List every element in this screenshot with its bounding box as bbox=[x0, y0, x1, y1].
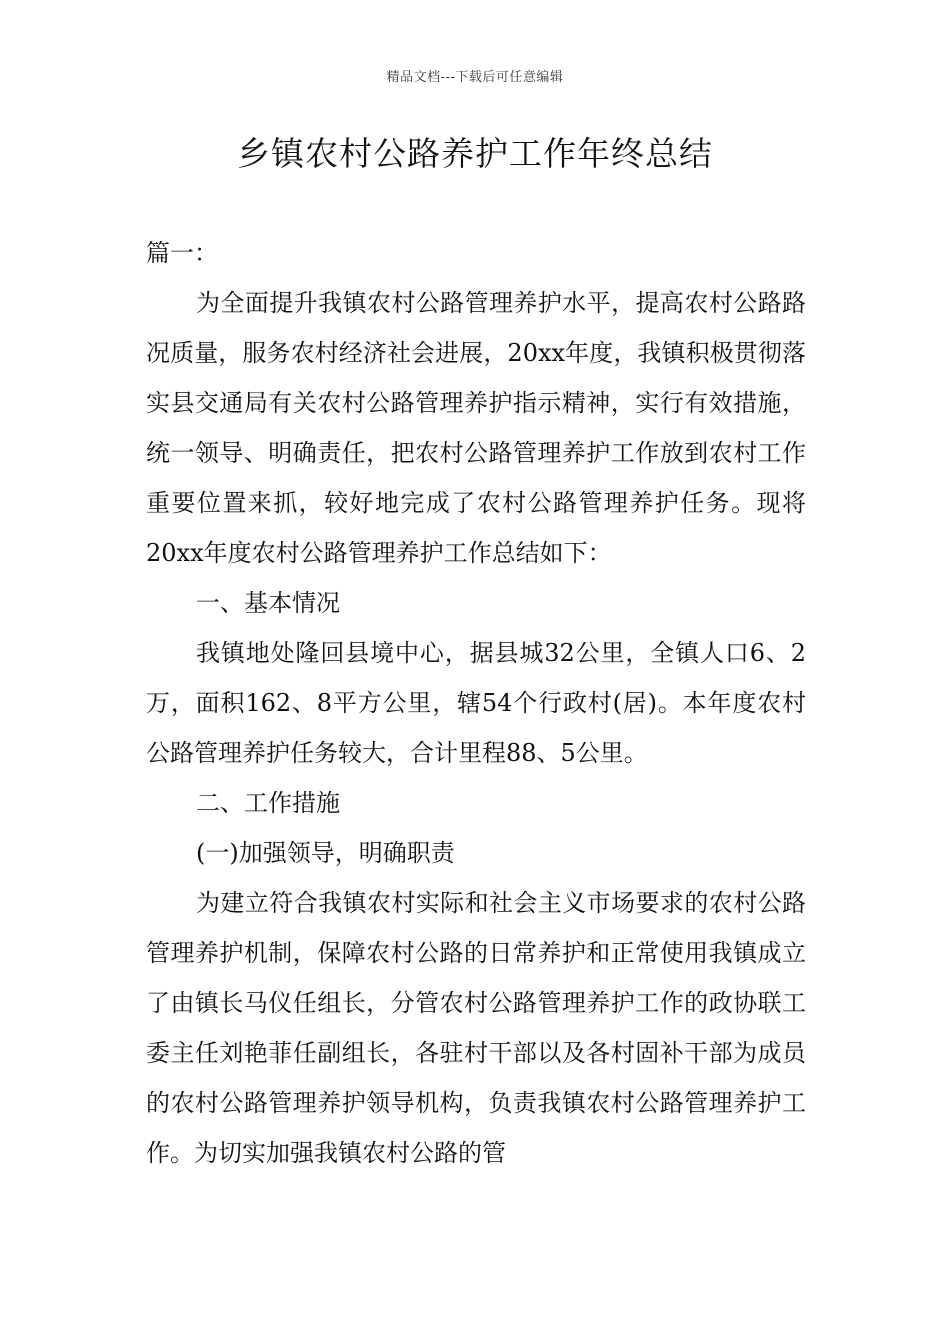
document-body bbox=[146, 228, 806, 1178]
heading-work-measures: 二、工作措施 bbox=[196, 789, 340, 817]
section-label: 篇一： bbox=[146, 239, 218, 267]
intro-paragraph: 为全面提升我镇农村公路管理养护水平，提高农村公路路况质量，服务农村经济社会进展，20xx年度，我镇积极贯彻落实县交通局有关农村公路管理养护指示精神，实行有效措施，统一领导、明确责任，把农村公路管理养护工作放到农村工作重要位置来抓，较好地完成了农村公路管理养护任务。现将20xx年度农村公路管理养护工作总结如下： bbox=[146, 289, 806, 567]
subheading-leadership: (一)加强领导，明确职责 bbox=[196, 839, 455, 867]
document-title: 乡镇农村公路养护工作年终总结 bbox=[237, 134, 713, 173]
heading-basic-situation: 一、基本情况 bbox=[196, 589, 340, 617]
basic-situation-paragraph: 我镇地处隆回县境中心，据县城32公里，全镇人口6、2万，面积162、8平方公里，辖54个行政村(居)。本年度农村公路管理养护任务较大，合计里程88、5公里。 bbox=[146, 639, 806, 767]
header-note: 精品文档---下载后可任意编辑 bbox=[386, 70, 564, 85]
measures-paragraph: 为建立符合我镇农村实际和社会主义市场要求的农村公路管理养护机制，保障农村公路的日常养护和正常使用我镇成立了由镇长马仪任组长，分管农村公路管理养护工作的政协联工委主任刘艳菲任副组长，各驻村干部以及各村固补干部为成员的农村公路管理养护领导机构，负责我镇农村公路管理养护工作。为切实加强我镇农村公路的管 bbox=[146, 889, 806, 1167]
